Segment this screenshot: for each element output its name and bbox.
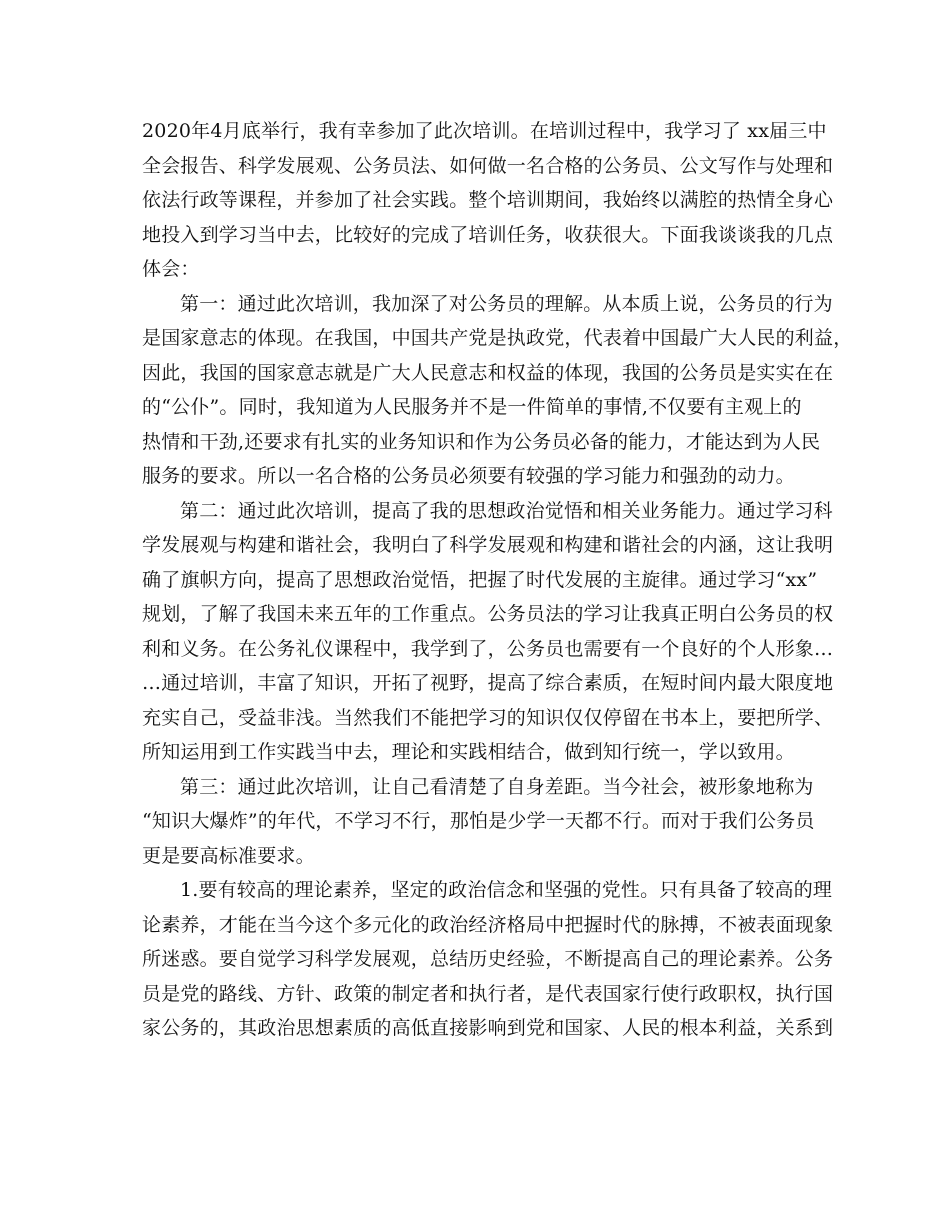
text-line: 员是党的路线、方针、政策的制定者和执行者，是代表国家行使行政职权，执行国 — [142, 982, 834, 1005]
text-line: 因此，我国的国家意志就是广大人民意志和权益的体现，我国的公务员是实实在在 — [142, 361, 834, 384]
text-line: 所迷惑。要自觉学习科学发展观，总结历史经验，不断提高自己的理论素养。公务 — [142, 948, 834, 970]
text-line: 地投入到学习当中去，比较好的完成了培训任务，收获很大。下面我谈谈我的几点 — [142, 223, 834, 246]
text-line: 的“公仆”。同时，我知道为人民服务并不是一件简单的事情,不仅要有主观上的 — [142, 396, 802, 418]
document-body — [142, 114, 853, 1046]
text-line: 家公务的，其政治思想素质的高低直接影响到党和国家、人民的根本利益，关系到 — [142, 1017, 834, 1039]
text-line: 依法行政等课程，并参加了社会实践。整个培训期间，我始终以满腔的热情全身心 — [142, 189, 834, 211]
text-line: 全会报告、科学发展观、公务员法、如何做一名合格的公务员、公文写作与处理和 — [142, 154, 834, 177]
text-line: 充实自己，受益非浅。当然我们不能把学习的知识仅仅停留在书本上，要把所学、 — [142, 706, 834, 729]
text-line: 利和义务。在公务礼仪课程中，我学到了，公务员也需要有一个良好的个人形象… — [142, 637, 834, 660]
text-line: 是国家意志的体现。在我国，中国共产党是执政党，代表着中国最广大人民的利益， — [142, 327, 853, 349]
text-line: 更是要高标准要求。 — [142, 844, 315, 867]
text-line: “知识大爆炸”的年代，不学习不行，那怕是少学一天都不行。而对于我们公务员 — [142, 810, 815, 832]
text-line: …通过培训，丰富了知识，开拓了视野，提高了综合素质，在短时间内最大限度地 — [142, 672, 834, 694]
paragraph-first-line: 1.要有较高的理论素养，坚定的政治信念和坚强的党性。只有具备了较高的理 — [180, 879, 833, 901]
text-line: 服务的要求。所以一名合格的公务员必须要有较强的学习能力和强劲的动力。 — [142, 465, 795, 487]
text-line: 规划，了解了我国未来五年的工作重点。公务员法的学习让我真正明白公务员的权 — [142, 603, 834, 625]
text-line: 论素养，才能在当今这个多元化的政治经济格局中把握时代的脉搏，不被表面现象 — [142, 913, 834, 936]
text-line: 热情和干劲,还要求有扎实的业务知识和作为公务员必备的能力，才能达到为人民 — [142, 430, 821, 453]
paragraph-first-line: 第一：通过此次培训，我加深了对公务员的理解。从本质上说，公务员的行为 — [180, 292, 833, 315]
text-line: 2020年4月底举行，我有幸参加了此次培训。在培训过程中，我学习了 xx届三中 — [142, 120, 827, 142]
text-line: 学发展观与构建和谐社会，我明白了科学发展观和构建和谐社会的内涵，这让我明 — [142, 534, 834, 556]
text-line: 体会： — [142, 258, 200, 280]
paragraph-first-line: 第三：通过此次培训，让自己看清楚了自身差距。当今社会，被形象地称为 — [180, 775, 814, 798]
paragraph-first-line: 第二：通过此次培训，提高了我的思想政治觉悟和相关业务能力。通过学习科 — [180, 499, 833, 522]
text-line: 所知运用到工作实践当中去，理论和实践相结合，做到知行统一，学以致用。 — [142, 741, 795, 763]
text-line: 确了旗帜方向，提高了思想政治觉悟，把握了时代发展的主旋律。通过学习“xx” — [142, 568, 818, 591]
